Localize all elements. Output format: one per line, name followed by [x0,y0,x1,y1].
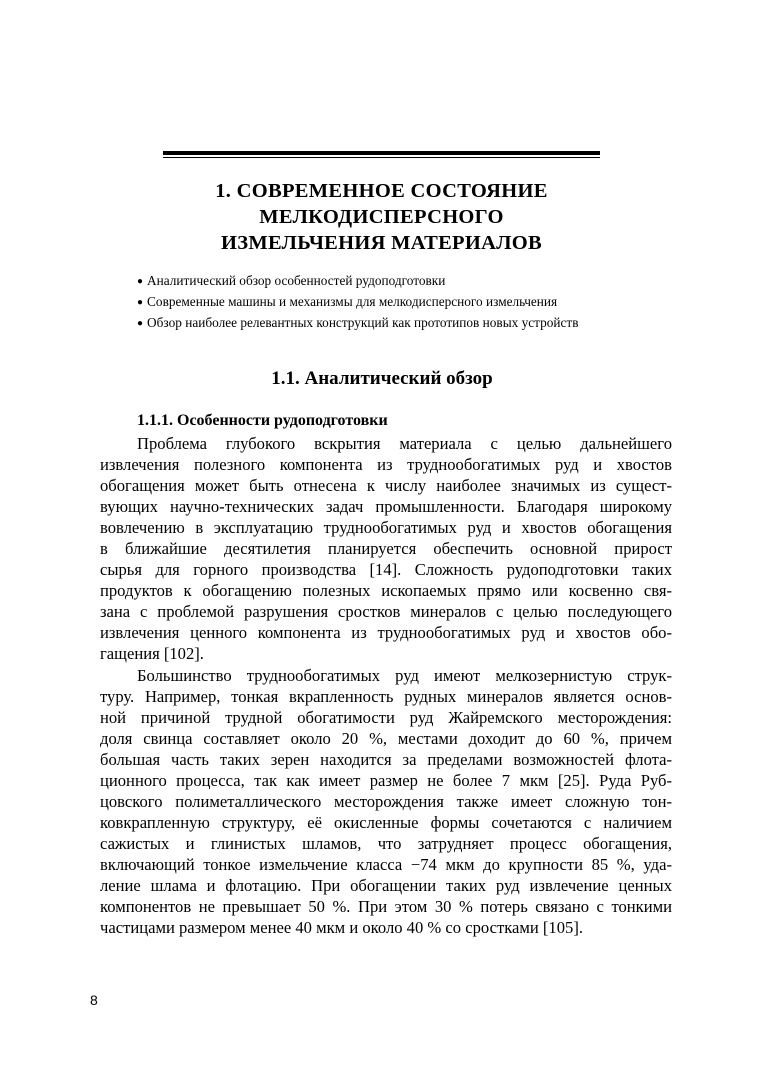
paragraph-line: туру. Например, тонкая вкрапленность рудных минералов является основ- [100,686,672,706]
paragraph-line: цовского полиметаллического месторождения также имеет сложную тон- [100,791,672,811]
paragraph-line: доля свинца составляет около 20 %, местами доходит до 60 %, причем [100,728,672,748]
chapter-title [163,178,600,256]
section-title: 1.1. Аналитический обзор [271,368,493,389]
paragraph-line: компонентов не превышает 50 %. При этом 30 % потерь связано с тонкими [100,897,672,917]
paragraph-line: ционного процесса, так как имеет размер не более 7 мкм [25]. Руда Руб- [100,770,672,790]
paragraph-line: гащения [102]. [100,644,204,664]
paragraph-line: извлечения ценного компонента из труднообогатимых руд и хвостов обо- [100,623,672,643]
chapter-contents-list [137,271,677,334]
paragraph-line: вующих научно-технических задач промышленности. Благодаря широкому [100,497,672,517]
paragraph-line: Большинство труднообогатимых руд имеют мелкозернистую струк- [137,665,672,685]
subsection-title: 1.1.1. Особенности рудоподготовки [137,412,388,429]
paragraph-line: ной причиной трудной обогатимости руд Жайремского месторождения: [100,707,672,727]
chapter-title-line: МЕЛКОДИСПЕРСНОГО [259,206,504,228]
paragraph-line: ковкрапленную структуру, её окисленные формы сочетаются с наличием [100,812,672,832]
contents-item-text: Обзор наиболее релевантных конструкций как прототипов новых устройств [147,315,579,330]
bullet-icon: ● [137,276,144,287]
contents-item-text: Современные машины и механизмы для мелкодисперсного измельчения [147,294,558,309]
paragraph-line: частицами размером менее 40 мкм и около 40 % со сростками [105]. [100,918,583,938]
paragraph-line: ление шлама и флотацию. При обогащении таких руд извлечение ценных [100,875,672,895]
contents-item-text: Аналитический обзор особенностей рудоподготовки [147,273,446,288]
paragraph-line: обогащения может быть отнесена к числу наиболее значимых из сущест- [100,476,672,496]
paragraph-line: в ближайшие десятилетия планируется обеспечить основной прирост [100,539,672,559]
contents-item [137,292,677,313]
paragraph [100,433,672,665]
contents-item [137,271,677,292]
contents-item [137,313,677,334]
paragraph-line: сырья для горного производства [14]. Сложность рудоподготовки таких [100,560,672,580]
paragraph-line: извлечения полезного компонента из труднообогатимых руд и хвостов [100,455,672,475]
paragraph-line: Проблема глубокого вскрытия материала с целью дальнейшего [137,434,672,453]
header-rule-thin [163,157,600,158]
header-rule-thick [163,151,600,155]
chapter-title-line: ИЗМЕЛЬЧЕНИЯ МАТЕРИАЛОВ [220,232,543,254]
paragraph-line: большая часть таких зерен находится за пределами возможностей флота- [100,749,672,769]
bullet-icon: ● [137,318,144,329]
paragraph-line: продуктов к обогащению полезных ископаемых прямо или косвенно свя- [100,581,672,601]
paragraph-line: включающий тонкое измельчение класса −74 мкм до крупности 85 %, уда- [100,854,672,874]
page-number: 8 [90,992,98,1008]
paragraph-line: вовлечению в эксплуатацию труднообогатимых руд и хвостов обогащения [100,518,672,538]
paragraph-line: сажистых и глинистых шламов, что затрудняет процесс обогащения, [100,833,672,853]
body-text [100,433,672,938]
paragraph [100,665,672,939]
bullet-icon: ● [137,297,144,308]
chapter-title-line: 1. СОВРЕМЕННОЕ СОСТОЯНИЕ [215,180,548,202]
paragraph-line: зана с проблемой разрушения сростков минералов с целью последующего [100,602,672,622]
